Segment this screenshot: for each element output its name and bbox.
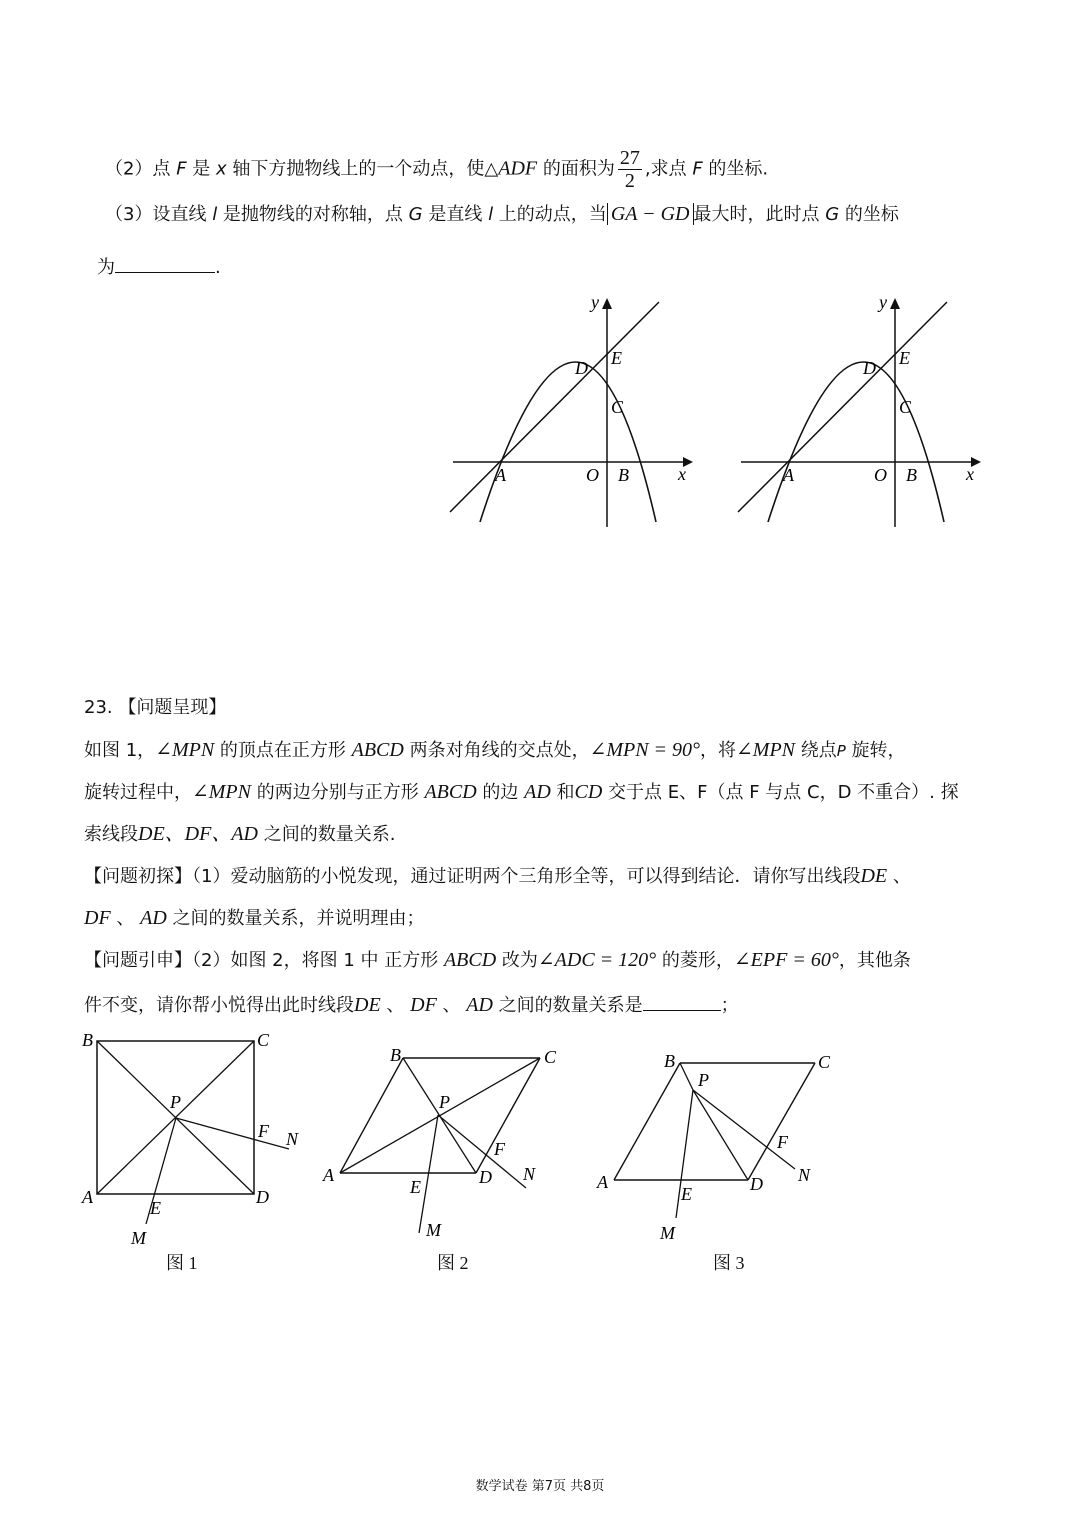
fig3-label-D: D bbox=[750, 1174, 763, 1194]
fig2-label-P: P bbox=[439, 1092, 450, 1112]
figure-2-caption: 图 2 bbox=[437, 1253, 469, 1273]
fig3-side-AB bbox=[614, 1063, 680, 1180]
label-y: y bbox=[591, 292, 599, 312]
label-B: B bbox=[906, 465, 917, 485]
fig2-label-F: F bbox=[494, 1139, 505, 1159]
label-x: x bbox=[966, 464, 974, 484]
fig2-side-AB bbox=[340, 1058, 403, 1173]
fig2-label-N: N bbox=[523, 1164, 536, 1184]
q23-line-6: 【问题引申】（2）如图 2，将图 1 中 正方形 ABCD 改为∠ADC = 120° 的菱形，∠EPF = 60°，其他条 bbox=[84, 949, 911, 971]
fig3-segment-BP bbox=[680, 1063, 693, 1090]
fig1-label-M: M bbox=[131, 1228, 146, 1248]
fig3-segment-PD bbox=[693, 1090, 748, 1180]
q23-title: 23. 【问题呈现】 bbox=[84, 697, 227, 718]
label-B: B bbox=[618, 465, 629, 485]
q22-part3-answer-line: 为 . bbox=[97, 254, 221, 280]
fig1-label-E: E bbox=[150, 1198, 161, 1218]
q23-line-4: 【问题初探】（1）爱动脑筋的小悦发现，通过证明两个三角形全等，可以得到结论．请你写出线段DE 、 bbox=[84, 865, 911, 887]
fig3-label-N: N bbox=[798, 1165, 811, 1185]
fig1-label-F: F bbox=[258, 1121, 269, 1141]
label-A: A bbox=[495, 465, 506, 485]
fig3-label-M: M bbox=[660, 1223, 675, 1243]
q22-part3: （3）设直线 l 是抛物线的对称轴，点 G 是直线 l 上的动点，当 GA − GD 最大时，此时点 G 的坐标 bbox=[105, 203, 899, 225]
fraction-27-2: $\frac{27}{2}$ bbox=[619, 147, 640, 192]
fig3-label-B: B bbox=[664, 1051, 675, 1071]
label-D: D bbox=[575, 358, 588, 378]
fig2-label-B: B bbox=[390, 1045, 401, 1065]
q22-part2: （2）点 F 是 x 轴下方抛物线上的一个动点，使△ADF 的面积为 $\frac{27}{2}$ ,求点 F 的坐标. bbox=[105, 147, 769, 192]
fig3-ray-PN bbox=[693, 1090, 795, 1169]
q23-line-3: 索线段DE、DF、AD 之间的数量关系. bbox=[84, 823, 396, 845]
label-C: C bbox=[611, 397, 624, 417]
q23-line-7: 件不变，请你帮小悦得出此时线段DE 、 DF 、 AD 之间的数量关系是 ； bbox=[84, 994, 739, 1016]
label-y: y bbox=[879, 292, 887, 312]
fig3-label-P: P bbox=[698, 1070, 709, 1090]
fig2-side-CD bbox=[476, 1058, 540, 1173]
fig3-side-CD bbox=[748, 1063, 815, 1180]
abs-expression: GA − GD bbox=[607, 203, 694, 225]
fig1-label-C: C bbox=[257, 1030, 270, 1050]
figure-3-caption: 图 3 bbox=[713, 1253, 745, 1273]
label-E: E bbox=[611, 348, 622, 368]
ray-PN bbox=[176, 1118, 289, 1149]
q23-line-1: 如图 1，∠MPN 的顶点在正方形 ABCD 两条对角线的交点处，∠MPN = 90°，将∠MPN 绕点P 旋转， bbox=[84, 739, 906, 761]
fig3-label-A: A bbox=[597, 1172, 608, 1192]
fig2-label-M: M bbox=[426, 1220, 441, 1240]
fig3-label-E: E bbox=[681, 1184, 692, 1204]
fig1-label-A: A bbox=[82, 1187, 93, 1207]
fig3-label-F: F bbox=[777, 1132, 788, 1152]
fig2-label-A: A bbox=[323, 1165, 334, 1185]
label-x: x bbox=[678, 464, 686, 484]
fig1-label-B: B bbox=[82, 1030, 93, 1050]
label-D: D bbox=[863, 358, 876, 378]
label-C: C bbox=[899, 397, 912, 417]
fig1-label-D: D bbox=[256, 1187, 269, 1207]
label-E: E bbox=[899, 348, 910, 368]
fig3-label-C: C bbox=[818, 1052, 831, 1072]
fig2-label-D: D bbox=[479, 1167, 492, 1187]
fig2-label-E: E bbox=[410, 1177, 421, 1197]
fig2-label-C: C bbox=[544, 1047, 557, 1067]
label-O: O bbox=[586, 465, 599, 485]
fig2-ray-PM bbox=[419, 1115, 438, 1233]
fig1-label-P: P bbox=[170, 1092, 181, 1112]
figure-1-caption: 图 1 bbox=[166, 1253, 198, 1273]
q23-line-5: DF 、 AD 之间的数量关系，并说明理由； bbox=[84, 907, 425, 929]
page-footer: 数学试卷 第7页 共8页 bbox=[475, 1479, 605, 1494]
label-A: A bbox=[783, 465, 794, 485]
q23-line-2: 旋转过程中，∠MPN 的两边分别与正方形 ABCD 的边 AD 和CD 交于点 E、F（点 F 与点 C，D 不重合）. 探 bbox=[84, 781, 959, 803]
fig1-label-N: N bbox=[286, 1129, 299, 1149]
label-O: O bbox=[874, 465, 887, 485]
